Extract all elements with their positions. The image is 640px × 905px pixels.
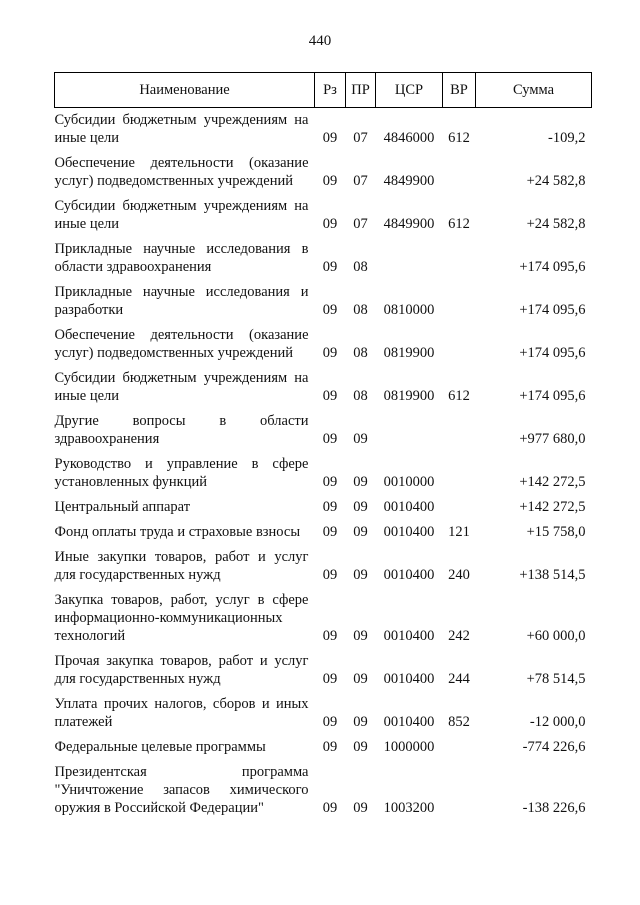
table-row — [55, 108, 592, 152]
vr-cell — [443, 323, 476, 366]
table-row — [55, 237, 592, 280]
name-cell — [55, 409, 315, 452]
rz-cell: 09 — [322, 628, 338, 644]
header-name: Наименование — [55, 73, 315, 108]
rz-cell: 09 — [322, 567, 338, 583]
table-row — [55, 151, 592, 194]
table-row — [55, 649, 592, 692]
header-vr: ВР — [443, 73, 476, 108]
row-name-text: Субсидии бюджетным учреждениям на иные цели — [54, 112, 309, 146]
name-cell — [55, 760, 315, 821]
pr-cell: 09 — [353, 739, 368, 755]
vr-cell: 244 — [448, 671, 470, 687]
vr-cell — [443, 151, 476, 194]
rz-cell: 09 — [322, 524, 338, 540]
rz-cell: 09 — [322, 431, 338, 447]
name-cell — [55, 323, 315, 366]
row-name-text: Руководство и управление в сфере установленных функций — [54, 456, 309, 490]
pr-cell: 08 — [353, 259, 368, 275]
vr-cell — [443, 280, 476, 323]
table-row — [55, 409, 592, 452]
table-row — [55, 692, 592, 735]
vr-cell — [443, 495, 476, 520]
name-cell — [55, 495, 315, 520]
row-name-text: Прикладные научные исследования и разработки — [54, 284, 309, 318]
name-cell — [55, 108, 315, 152]
sum-cell: +174 095,6 — [519, 302, 586, 318]
csr-cell: 0010000 — [383, 474, 435, 490]
name-cell — [55, 692, 315, 735]
budget-table — [54, 72, 592, 821]
pr-cell: 07 — [353, 130, 368, 146]
table-row — [55, 520, 592, 545]
sum-cell: -109,2 — [548, 130, 586, 146]
csr-cell: 0010400 — [383, 567, 435, 583]
rz-cell: 09 — [322, 714, 338, 730]
vr-cell — [443, 452, 476, 495]
csr-cell: 0810000 — [383, 302, 435, 318]
csr-cell — [376, 237, 443, 280]
header-rz: Рз — [315, 73, 346, 108]
rz-cell: 09 — [322, 345, 338, 361]
sum-cell: +174 095,6 — [519, 345, 586, 361]
pr-cell: 08 — [353, 345, 368, 361]
row-name-text: Иные закупки товаров, работ и услуг для государственных нужд — [54, 549, 309, 583]
rz-cell: 09 — [322, 739, 338, 755]
pr-cell: 09 — [353, 714, 368, 730]
vr-cell — [443, 760, 476, 821]
csr-cell — [376, 409, 443, 452]
name-cell — [55, 588, 315, 649]
csr-cell: 4846000 — [383, 130, 435, 146]
pr-cell: 08 — [353, 388, 368, 404]
row-name-text: Президентская программа "Уничтожение запасов химического оружия в Российской Федерации" — [54, 764, 309, 816]
rz-cell: 09 — [322, 302, 338, 318]
pr-cell: 09 — [353, 524, 368, 540]
vr-cell: 852 — [448, 714, 470, 730]
row-name-text: Субсидии бюджетным учреждениям на иные цели — [54, 370, 309, 404]
header-sum: Сумма — [476, 73, 592, 108]
name-cell — [55, 545, 315, 588]
vr-cell — [443, 237, 476, 280]
sum-cell: +60 000,0 — [526, 628, 586, 644]
sum-cell: +174 095,6 — [519, 388, 586, 404]
row-name-text: Закупка товаров, работ, услуг в сфере информационно-коммуникационных технологий — [54, 592, 309, 644]
table-row — [55, 495, 592, 520]
rz-cell: 09 — [322, 499, 338, 515]
row-name-text: Другие вопросы в области здравоохранения — [54, 413, 309, 447]
row-name-text: Обеспечение деятельности (оказание услуг) подведомственных учреждений — [54, 327, 309, 361]
row-name-text: Прикладные научные исследования в области здравоохранения — [54, 241, 309, 275]
row-name-text: Обеспечение деятельности (оказание услуг) подведомственных учреждений — [54, 155, 309, 189]
sum-cell: +78 514,5 — [526, 671, 586, 687]
table-row — [55, 323, 592, 366]
row-name-text: Федеральные целевые программы — [54, 739, 266, 755]
table-row — [55, 280, 592, 323]
csr-cell: 0010400 — [383, 628, 435, 644]
header-row — [55, 73, 592, 108]
row-name-text: Центральный аппарат — [54, 499, 191, 515]
pr-cell: 09 — [353, 499, 368, 515]
name-cell — [55, 237, 315, 280]
table-row — [55, 194, 592, 237]
rz-cell: 09 — [322, 216, 338, 232]
table-row — [55, 588, 592, 649]
name-cell — [55, 280, 315, 323]
name-cell — [55, 649, 315, 692]
sum-cell: +24 582,8 — [526, 216, 586, 232]
header-csr: ЦСР — [376, 73, 443, 108]
rz-cell: 09 — [322, 130, 338, 146]
row-name-text: Фонд оплаты труда и страховые взносы — [54, 524, 301, 540]
name-cell — [55, 520, 315, 545]
rz-cell: 09 — [322, 388, 338, 404]
csr-cell: 0010400 — [383, 714, 435, 730]
sum-cell: +138 514,5 — [519, 567, 586, 583]
pr-cell: 09 — [353, 474, 368, 490]
pr-cell: 09 — [353, 431, 368, 447]
vr-cell: 240 — [448, 567, 470, 583]
name-cell — [55, 735, 315, 760]
header-pr: ПР — [346, 73, 376, 108]
pr-cell: 09 — [353, 628, 368, 644]
pr-cell: 07 — [353, 216, 368, 232]
row-name-text: Прочая закупка товаров, работ и услуг для государственных нужд — [54, 653, 309, 687]
sum-cell: +15 758,0 — [526, 524, 586, 540]
rz-cell: 09 — [322, 259, 338, 275]
vr-cell: 612 — [448, 216, 470, 232]
table-row — [55, 760, 592, 821]
pr-cell: 09 — [353, 671, 368, 687]
table-row — [55, 452, 592, 495]
csr-cell: 4849900 — [383, 173, 435, 189]
name-cell — [55, 194, 315, 237]
csr-cell: 4849900 — [383, 216, 435, 232]
csr-cell: 0010400 — [383, 499, 435, 515]
table-row — [55, 545, 592, 588]
row-name-text: Уплата прочих налогов, сборов и иных платежей — [54, 696, 309, 730]
pr-cell: 07 — [353, 173, 368, 189]
page-number: 440 — [308, 33, 332, 49]
csr-cell: 0819900 — [383, 388, 435, 404]
csr-cell: 0819900 — [383, 345, 435, 361]
name-cell — [55, 366, 315, 409]
vr-cell: 612 — [448, 388, 470, 404]
pr-cell: 09 — [353, 800, 368, 816]
name-cell — [55, 151, 315, 194]
csr-cell: 1000000 — [383, 739, 435, 755]
sum-cell: +142 272,5 — [519, 499, 586, 515]
rz-cell: 09 — [322, 671, 338, 687]
sum-cell: -12 000,0 — [529, 714, 586, 730]
pr-cell: 09 — [353, 567, 368, 583]
rz-cell: 09 — [322, 474, 338, 490]
sum-cell: +174 095,6 — [519, 259, 586, 275]
sum-cell: +977 680,0 — [519, 431, 586, 447]
sum-cell: -138 226,6 — [522, 800, 586, 816]
table-row — [55, 366, 592, 409]
name-cell — [55, 452, 315, 495]
csr-cell: 0010400 — [383, 671, 435, 687]
row-name-text: Субсидии бюджетным учреждениям на иные цели — [54, 198, 309, 232]
sum-cell: -774 226,6 — [522, 739, 586, 755]
rz-cell: 09 — [322, 800, 338, 816]
vr-cell — [443, 409, 476, 452]
rz-cell: 09 — [322, 173, 338, 189]
csr-cell: 0010400 — [383, 524, 435, 540]
csr-cell: 1003200 — [383, 800, 435, 816]
vr-cell: 121 — [448, 524, 470, 540]
sum-cell: +142 272,5 — [519, 474, 586, 490]
vr-cell: 242 — [448, 628, 470, 644]
vr-cell — [443, 735, 476, 760]
vr-cell: 612 — [448, 130, 470, 146]
sum-cell: +24 582,8 — [526, 173, 586, 189]
table-row — [55, 735, 592, 760]
pr-cell: 08 — [353, 302, 368, 318]
